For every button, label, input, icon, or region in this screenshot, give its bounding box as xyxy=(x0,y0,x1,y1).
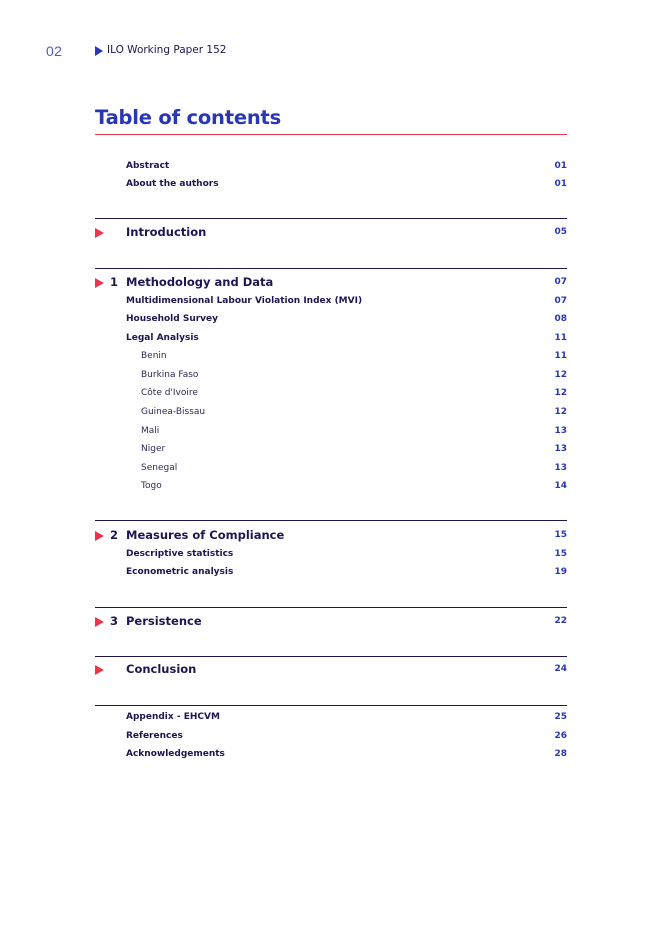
toc-subentry-burkina-faso[interactable] xyxy=(95,370,567,386)
toc-subentry-mali[interactable] xyxy=(95,426,567,442)
toc-subentry-senegal[interactable] xyxy=(95,463,567,479)
toc-entry-label: Mali xyxy=(141,426,160,436)
toc-entry-appendix[interactable] xyxy=(95,712,567,728)
toc-entry-label: Descriptive statistics xyxy=(126,549,234,559)
toc-entry-page: 11 xyxy=(554,351,567,361)
toc-entry-page: 25 xyxy=(554,712,567,722)
toc-entry-page: 12 xyxy=(554,370,567,380)
triangle-marker-icon xyxy=(95,278,104,288)
toc-entry-label: Econometric analysis xyxy=(126,567,234,577)
toc-entry-references[interactable] xyxy=(95,731,567,747)
toc-entry-label: Niger xyxy=(141,444,166,454)
toc-section-number: 3 xyxy=(110,614,119,628)
section-divider xyxy=(95,705,567,706)
toc-section-label: Persistence xyxy=(126,614,202,628)
toc-entry-label: Guinea-Bissau xyxy=(141,407,206,417)
toc-entry-abstract[interactable] xyxy=(95,161,567,177)
running-header-title: ILO Working Paper 152 xyxy=(107,44,227,56)
play-arrow-icon xyxy=(95,46,103,56)
toc-entry-page: 13 xyxy=(554,463,567,473)
toc-section-number: 1 xyxy=(110,275,119,289)
toc-entry-label: Household Survey xyxy=(126,314,218,324)
toc-section-page: 24 xyxy=(554,664,567,674)
toc-section-label: Methodology and Data xyxy=(126,275,274,289)
toc-entry-label: Acknowledgements xyxy=(126,749,225,759)
triangle-marker-icon xyxy=(95,617,104,627)
section-divider xyxy=(95,520,567,521)
toc-entry-label: About the authors xyxy=(126,179,219,189)
page-number: 02 xyxy=(46,43,63,59)
toc-section-label: Conclusion xyxy=(126,662,197,676)
toc-subentry-cote-divoire[interactable] xyxy=(95,388,567,404)
toc-entry-page: 26 xyxy=(554,731,567,741)
toc-entry-acknowledgements[interactable] xyxy=(95,749,567,765)
toc-subentry-guinea-bissau[interactable] xyxy=(95,407,567,423)
toc-section-introduction[interactable] xyxy=(95,227,567,247)
toc-entry-page: 12 xyxy=(554,388,567,398)
toc-entry-page: 13 xyxy=(554,426,567,436)
toc-entry-page: 01 xyxy=(554,179,567,189)
toc-entry-about-authors[interactable] xyxy=(95,179,567,195)
toc-entry-descriptive-statistics[interactable] xyxy=(95,549,567,565)
title-divider xyxy=(95,134,567,135)
toc-entry-econometric-analysis[interactable] xyxy=(95,567,567,583)
toc-entry-label: Appendix - EHCVM xyxy=(126,712,220,722)
toc-entry-page: 01 xyxy=(554,161,567,171)
toc-entry-label: References xyxy=(126,731,183,741)
toc-entry-page: 08 xyxy=(554,314,567,324)
toc-entry-label: Multidimensional Labour Violation Index (MVI) xyxy=(126,296,363,306)
toc-entry-household-survey[interactable] xyxy=(95,314,567,330)
toc-entry-page: 28 xyxy=(554,749,567,759)
toc-entry-label: Legal Analysis xyxy=(126,333,199,343)
triangle-marker-icon xyxy=(95,531,104,541)
section-divider xyxy=(95,218,567,219)
toc-entry-label: Burkina Faso xyxy=(141,370,199,380)
page-title: Table of contents xyxy=(95,106,282,129)
toc-entry-label: Benin xyxy=(141,351,167,361)
toc-entry-page: 07 xyxy=(554,296,567,306)
toc-entry-label: Senegal xyxy=(141,463,178,473)
toc-entry-page: 13 xyxy=(554,444,567,454)
toc-section-2[interactable] xyxy=(95,530,567,550)
toc-section-number: 2 xyxy=(110,528,119,542)
toc-entry-label: Togo xyxy=(141,481,162,491)
toc-entry-label: Côte d'Ivoire xyxy=(141,388,198,398)
toc-entry-page: 19 xyxy=(554,567,567,577)
section-divider xyxy=(95,607,567,608)
toc-section-page: 05 xyxy=(554,227,567,237)
toc-subentry-niger[interactable] xyxy=(95,444,567,460)
toc-section-3[interactable] xyxy=(95,616,567,636)
toc-section-page: 07 xyxy=(554,277,567,287)
toc-entry-page: 12 xyxy=(554,407,567,417)
toc-section-conclusion[interactable] xyxy=(95,664,567,684)
section-divider xyxy=(95,268,567,269)
toc-subentry-benin[interactable] xyxy=(95,351,567,367)
toc-section-page: 22 xyxy=(554,616,567,626)
toc-entry-page: 15 xyxy=(554,549,567,559)
toc-subentry-togo[interactable] xyxy=(95,481,567,497)
toc-entry-page: 11 xyxy=(554,333,567,343)
toc-section-label: Measures of Compliance xyxy=(126,528,285,542)
section-divider xyxy=(95,656,567,657)
toc-entry-label: Abstract xyxy=(126,161,170,171)
triangle-marker-icon xyxy=(95,228,104,238)
toc-entry-mvi[interactable] xyxy=(95,296,567,312)
toc-entry-page: 14 xyxy=(554,481,567,491)
toc-section-page: 15 xyxy=(554,530,567,540)
toc-section-label: Introduction xyxy=(126,225,207,239)
triangle-marker-icon xyxy=(95,665,104,675)
toc-entry-legal-analysis[interactable] xyxy=(95,333,567,349)
toc-section-1[interactable] xyxy=(95,277,567,297)
